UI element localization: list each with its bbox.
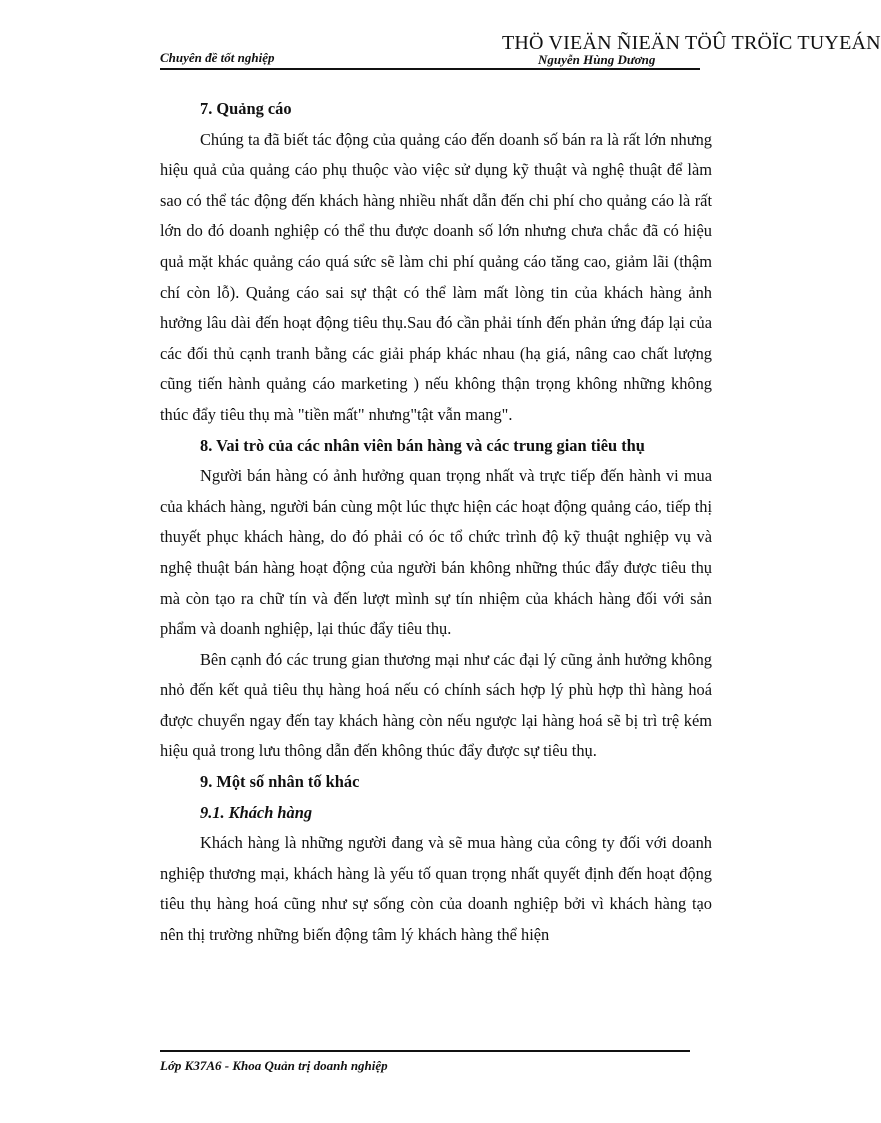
- section-9-1-heading: 9.1. Khách hàng: [200, 802, 313, 822]
- section-7-paragraph-1: Chúng ta đã biết tác động của quảng cáo đến doanh số bán ra là rất lớn nhưng hiệu quả của quảng cáo phụ thuộc vào việc sử dụng kỹ thuật và nghệ thuật để làm sao có thể tác động đến khách hàng nhiều nhất dẫn đến chi phí cho quảng cáo là rất lớn do đó doanh nghiệp có thể thu được doanh số lớn nhưng chưa chắc đã có hiệu quả mặt khác quảng cáo quá sức sẽ làm chi phí quảng cáo tăng cao, giảm lãi (thậm chí còn lỗ). Quảng cáo sai sự thật có thể làm mất lòng tin của khách hàng ảnh hưởng lâu dài đến hoạt động tiêu thụ.Sau đó cần phải tính đến phản ứng đáp lại của các đối thủ cạnh tranh bằng các giải pháp khác nhau (hạ giá, nâng cao chất lượng cũng tiến hành quảng cáo marketing ) nếu không thận trọng không những không thúc đẩy tiêu thụ mà "tiền mất" nhưng"tật vẫn mang".: [160, 129, 712, 424]
- section-7-heading: 7. Quảng cáo: [200, 99, 292, 118]
- footer-text: Lớp K37A6 - Khoa Quản trị doanh nghiệp: [160, 1058, 388, 1073]
- header-rule: [160, 68, 700, 70]
- header-title: Chuyên đề tốt nghiệp: [160, 50, 275, 65]
- header-author: Nguyễn Hùng Dương: [538, 52, 656, 67]
- section-8-paragraph-1: Người bán hàng có ảnh hưởng quan trọng nhất và trực tiếp đến hành vi mua của khách hàng, người bán cùng một lúc thực hiện các hoạt động quảng cáo, tiếp thị thuyết phục khách hàng, do đó phải có óc tổ chức trình độ kỹ thuật nghiệp vụ và nghệ thuật bán hàng hoạt động của người bán không những thúc đẩy được tiêu thụ mà còn tạo ra chữ tín và đến lượt mình sự tín nhiệm của khách hàng đối với sản phẩm và doanh nghiệp, lại thúc đẩy tiêu thụ.: [160, 466, 712, 639]
- section-8-heading: 8. Vai trò của các nhân viên bán hàng và các trung gian tiêu thụ: [200, 435, 645, 455]
- footer-rule: [160, 1050, 690, 1052]
- document-body: [160, 94, 712, 951]
- section-8-paragraph-2: Bên cạnh đó các trung gian thương mại như các đại lý cũng ảnh hưởng không nhỏ đến kết quả tiêu thụ hàng hoá nếu có chính sách hợp lý phù hợp thì hàng hoá được chuyển ngay đến tay khách hàng còn nếu ngược lại hàng hoá sẽ bị trì trệ kém hiệu quả trong lưu thông dẫn đến không thúc đẩy được sự tiêu thụ.: [160, 649, 712, 761]
- watermark-text: THÖ VIEÄN ÑIEÄN TÖÛ TRÖÏC TUYEÁN: [502, 32, 881, 54]
- section-9-1-paragraph-1: Khách hàng là những người đang và sẽ mua hàng của công ty đối với doanh nghiệp thương mại, khách hàng là yếu tố quan trọng nhất quyết định đến hoạt động tiêu thụ hàng hoá cũng như sự sống còn của doanh nghiệp bởi vì khách hàng tạo nên thị trường những biến động tâm lý khách hàng thể hiện: [160, 833, 712, 945]
- section-9-heading: 9. Một số nhân tố khác: [200, 772, 360, 792]
